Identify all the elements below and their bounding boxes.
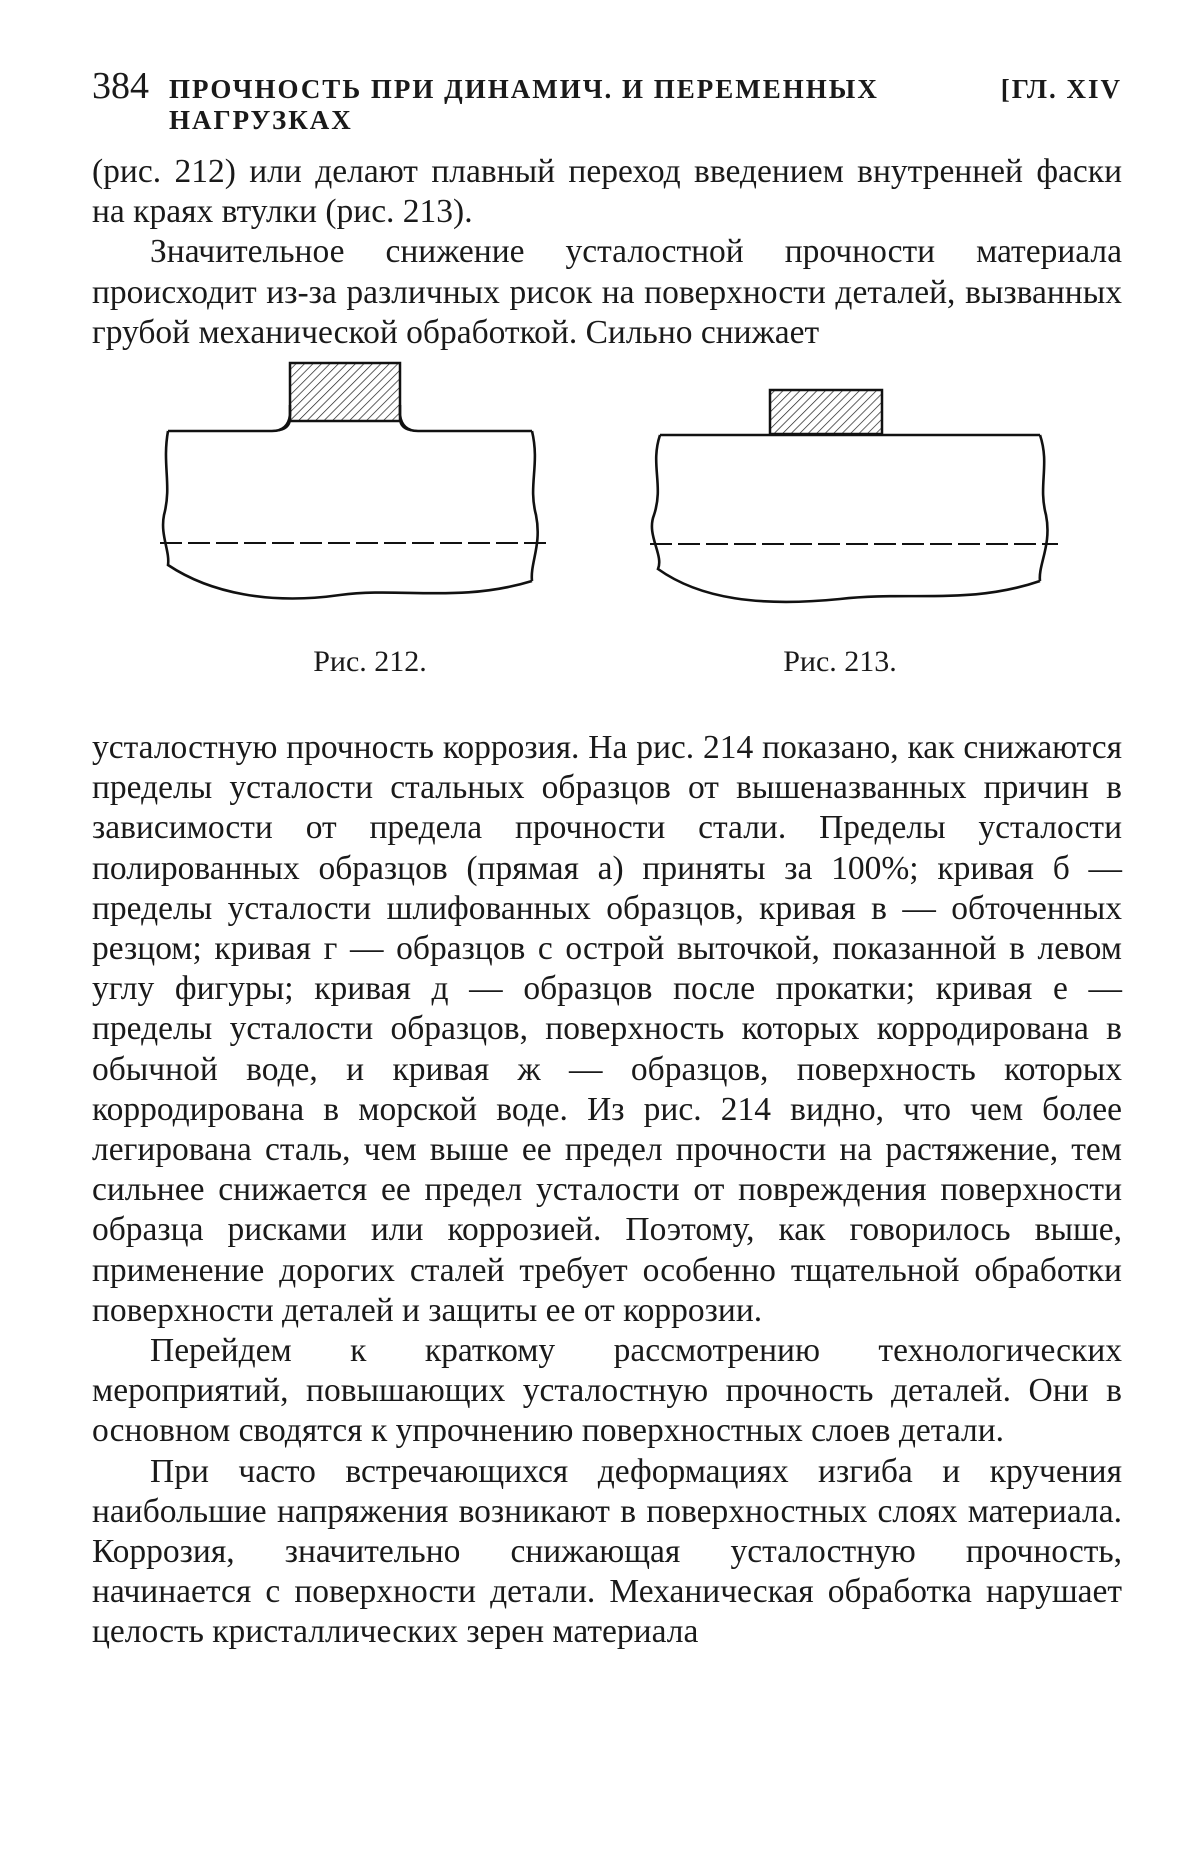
figure-212-illustration <box>160 355 560 665</box>
paragraph: При часто встречающихся деформациях изгиба и кручения наибольшие напряжения возникают в поверхностных слоях материала. Коррозия, значительно снижающая усталостную прочность, начинается с поверхности детали. Механическая обработка нарушает целость кристаллических зерен материала <box>92 1452 1122 1651</box>
paragraph: (рис. 212) или делают плавный переход введением внутренней фаски на краях втулки (рис. 213). <box>92 153 1122 231</box>
figure-213-caption: Рис. 213. <box>783 645 897 678</box>
paragraph: усталостную прочность коррозия. На рис. 214 показано, как снижаются пределы усталости стальных образцов от вышеназванных причин в зависимости от предела прочности стали. Пределы усталости полированных образцов (прямая а) приняты за 100%; кривая б — пределы усталости шлифованных образцов, кривая в — обточенных резцом; кривая г — образцов с острой выточкой, показанной в левом углу фигуры; кривая д — образцов после прокатки; кривая е — пределы усталости образцов, поверхность которых корродирована в обычной воде, и кривая ж — образцов, поверхность которых корродирована в морской воде. Из рис. 214 видно, что чем более легирована сталь, чем выше ее предел прочности на растяжение, тем сильнее снижается ее предел усталости от повреждения поверхности образца рисками или коррозией. Поэтому, как говорилось выше, применение дорогих сталей требует особенно тщательной обработки поверхности деталей и защиты ее от коррозии. <box>92 729 1122 1329</box>
running-title: ПРОЧНОСТЬ ПРИ ДИНАМИЧ. И ПЕРЕМЕННЫХ НАГРУЗКАХ <box>169 74 879 135</box>
text-block-bottom <box>92 728 1122 1653</box>
paragraph: Перейдем к краткому рассмотрению технологических мероприятий, повышающих усталостную прочность деталей. Они в основном сводятся к упрочнению поверхностных слоев детали. <box>92 1332 1122 1450</box>
figure-212-caption: Рис. 212. <box>313 645 427 678</box>
figure-213-illustration <box>640 355 1060 665</box>
paragraph: Значительное снижение усталостной прочности материала происходит из-за различных рисок на поверхности деталей, вызванных грубой механической обработкой. Сильно снижает <box>92 233 1122 351</box>
page-header <box>92 64 1122 135</box>
chapter-reference: [ГЛ. XIV <box>1000 74 1122 104</box>
figures-row <box>0 355 1200 715</box>
page-number: 384 <box>92 65 149 107</box>
text-block-top <box>92 152 1122 353</box>
